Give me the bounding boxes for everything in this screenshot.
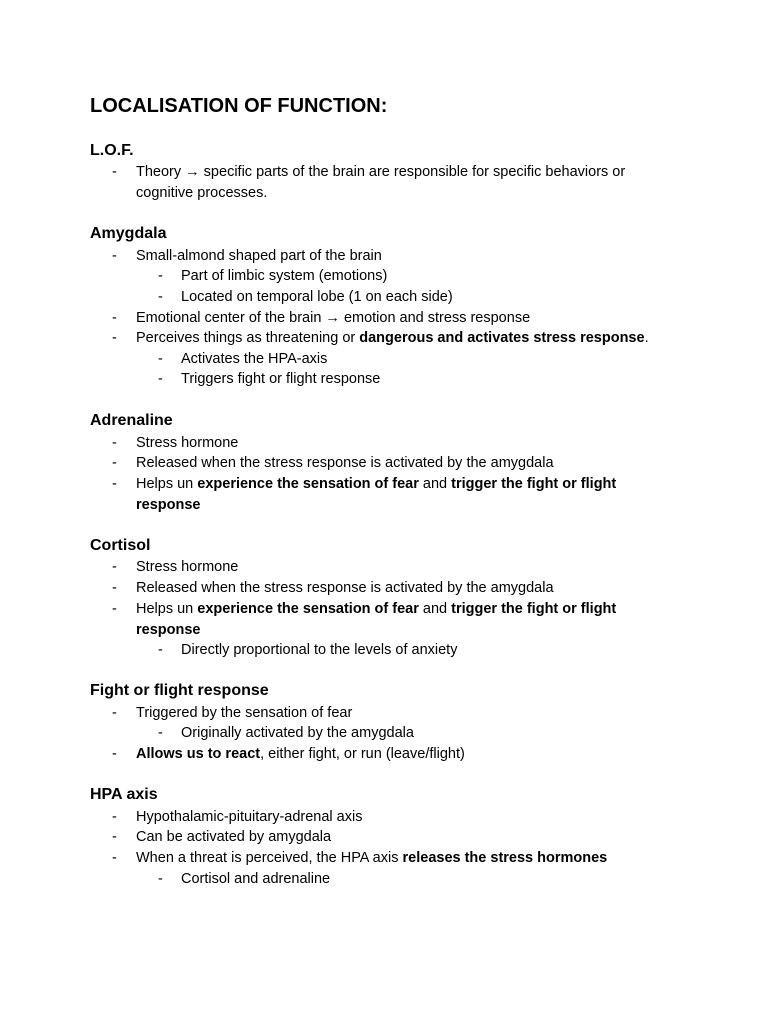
bullet-text: Can be activated by amygdala <box>136 829 332 845</box>
bullet-marker: - <box>112 580 117 596</box>
text-run: and <box>418 601 452 617</box>
bullet-text <box>136 848 607 868</box>
bullet-marker: - <box>112 705 117 721</box>
bullet-marker: - <box>112 435 117 451</box>
document-title: LOCALISATION OF FUNCTION: <box>90 95 388 117</box>
sub-bullet-text: Triggers fight or flight response <box>181 371 381 387</box>
bullet-marker: - <box>112 248 117 264</box>
sub-bullet-text: Directly proportional to the levels of anxiety <box>181 642 458 658</box>
section-heading-fight-or-flight: Fight or flight response <box>90 682 269 699</box>
bullet-text: Released when the stress response is activated by the amygdala <box>136 455 554 471</box>
section-heading-adrenaline: Adrenaline <box>90 412 173 429</box>
bullet-text: Hypothalamic-pituitary-adrenal axis <box>136 809 363 825</box>
bold-text-run: experience the sensation of fear <box>197 601 419 617</box>
bullet-text <box>136 599 616 619</box>
bold-text-run: response <box>136 622 201 638</box>
bullet-text: Small-almond shaped part of the brain <box>136 248 382 264</box>
sub-bullet-marker: - <box>158 725 163 741</box>
sub-bullet-text: Originally activated by the amygdala <box>181 725 414 741</box>
section-heading-hpa-axis: HPA axis <box>90 786 158 803</box>
bold-text-run: dangerous and activates stress response <box>359 330 645 346</box>
bullet-marker: - <box>112 476 117 492</box>
bullet-text-continued <box>136 620 200 640</box>
text-run: , either fight, or run (leave/flight) <box>260 746 465 762</box>
section-heading-amygdala: Amygdala <box>90 225 167 242</box>
bullet-text <box>136 328 649 348</box>
bullet-marker: - <box>112 809 117 825</box>
sub-bullet-text: Part of limbic system (emotions) <box>181 268 388 284</box>
sub-bullet-marker: - <box>158 351 163 367</box>
bullet-marker: - <box>112 746 117 762</box>
sub-bullet-marker: - <box>158 642 163 658</box>
text-run: . <box>644 330 649 346</box>
bullet-text-continued: cognitive processes. <box>136 185 268 201</box>
sub-bullet-marker: - <box>158 871 163 887</box>
sub-bullet-marker: - <box>158 371 163 387</box>
text-run: Perceives things as threatening or <box>136 330 360 346</box>
text-run: Helps un <box>136 476 198 492</box>
sub-bullet-marker: - <box>158 268 163 284</box>
bold-text-run: response <box>136 497 201 513</box>
sub-bullet-marker: - <box>158 289 163 305</box>
bullet-marker: - <box>112 829 117 845</box>
bullet-text <box>136 744 465 764</box>
bold-text-run: trigger the fight or flight <box>451 476 617 492</box>
text-run: Helps un <box>136 601 198 617</box>
bold-text-run: releases the stress hormones <box>402 850 608 866</box>
bullet-marker: - <box>112 601 117 617</box>
bullet-text-continued <box>136 495 200 515</box>
bullet-text: Released when the stress response is activated by the amygdala <box>136 580 554 596</box>
section-heading-cortisol: Cortisol <box>90 537 151 554</box>
sub-bullet-text: Activates the HPA-axis <box>181 351 328 367</box>
bullet-text: Theory → specific parts of the brain are responsible for specific behaviors or <box>136 164 626 180</box>
text-run: and <box>418 476 452 492</box>
bullet-marker: - <box>112 164 117 180</box>
bullet-text: Stress hormone <box>136 435 239 451</box>
bullet-text: Emotional center of the brain → emotion and stress response <box>136 310 531 326</box>
bullet-marker: - <box>112 310 117 326</box>
sub-bullet-text: Cortisol and adrenaline <box>181 871 331 887</box>
bullet-marker: - <box>112 455 117 471</box>
text-run: When a threat is perceived, the HPA axis <box>136 850 403 866</box>
bold-text-run: Allows us to react <box>136 746 261 762</box>
bullet-text <box>136 474 616 494</box>
sub-bullet-text: Located on temporal lobe (1 on each side) <box>181 289 453 305</box>
bullet-marker: - <box>112 559 117 575</box>
bold-text-run: trigger the fight or flight <box>451 601 617 617</box>
bold-text-run: experience the sensation of fear <box>197 476 419 492</box>
bullet-text: Triggered by the sensation of fear <box>136 705 353 721</box>
bullet-marker: - <box>112 850 117 866</box>
section-heading-lof: L.O.F. <box>90 142 134 159</box>
bullet-text: Stress hormone <box>136 559 239 575</box>
bullet-marker: - <box>112 330 117 346</box>
